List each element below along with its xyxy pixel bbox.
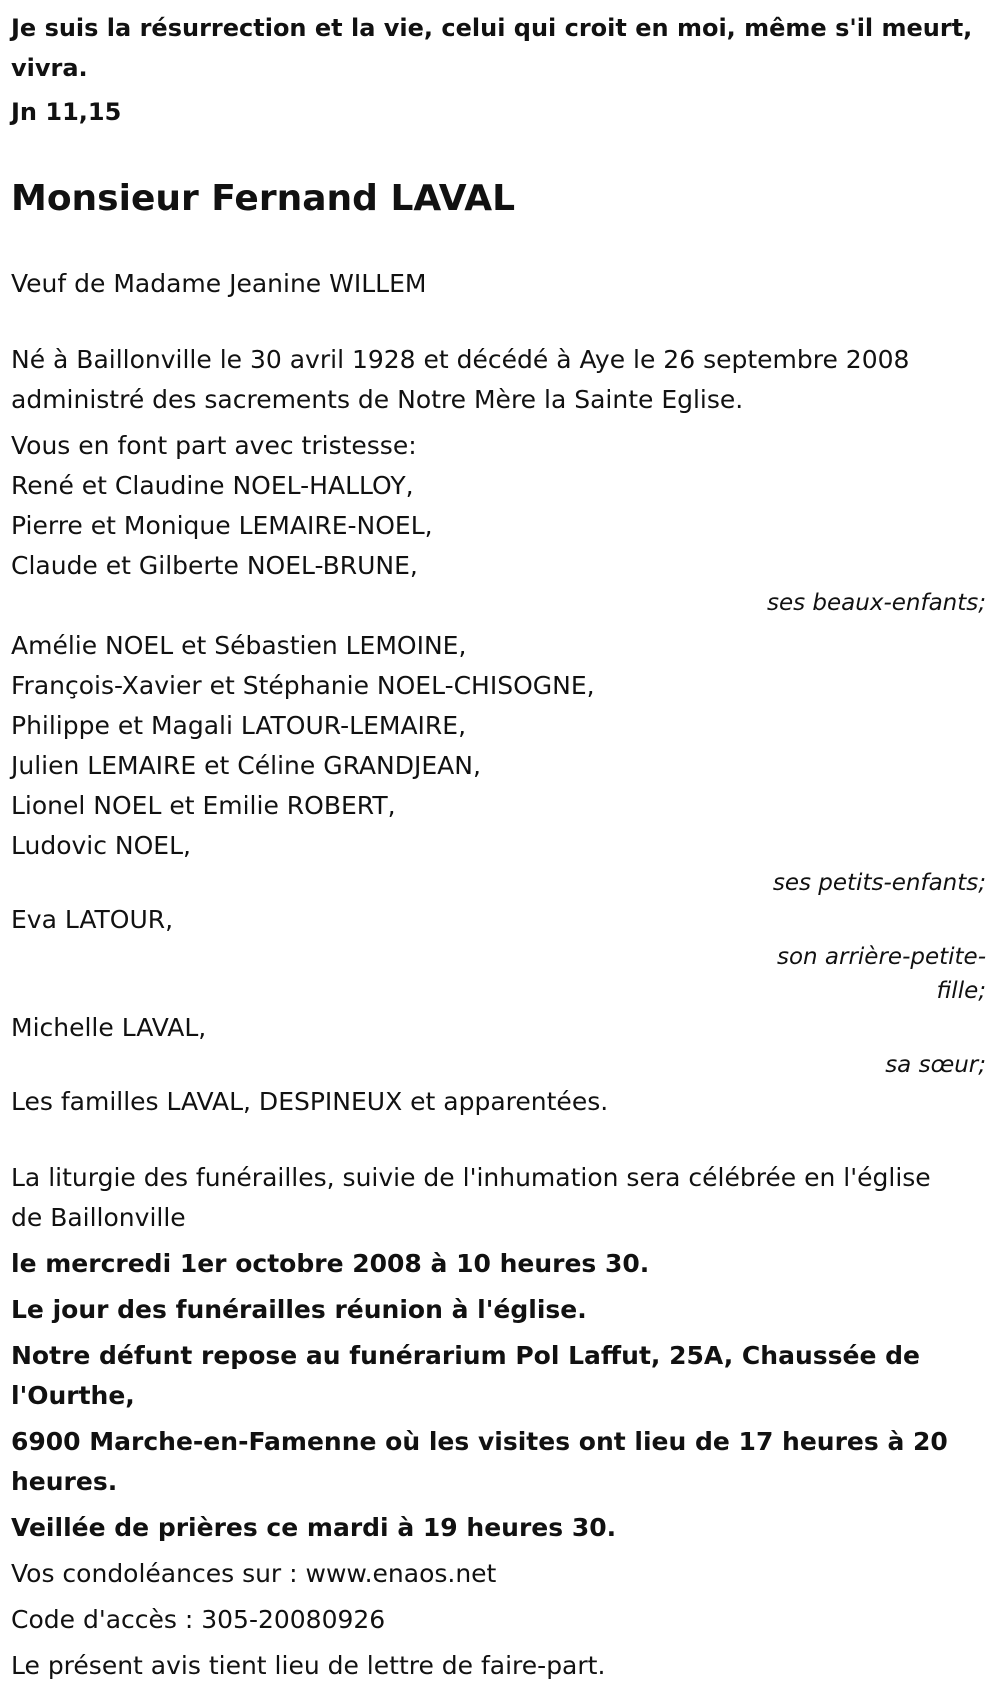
soeur-label: sa sœur; — [885, 1052, 986, 1078]
liturgy-line-1: La liturgie des funérailles, suivie de l'inhumation sera célébrée en l'église — [11, 1163, 931, 1192]
funeral-date: le mercredi 1er octobre 2008 à 10 heures 30. — [11, 1249, 650, 1278]
veillee-line: Veillée de prières ce mardi à 19 heures 30. — [11, 1513, 617, 1542]
funeral-details — [11, 1158, 982, 1548]
liturgy-line-2: de Baillonville — [11, 1203, 186, 1232]
arriere-petite-fille-label: son arrière-petite-fille; — [776, 944, 986, 1004]
familles-line: Les familles LAVAL, DESPINEUX et apparentées. — [11, 1087, 609, 1116]
petits-enfants-label: ses petits-enfants; — [772, 870, 986, 896]
arriere-petite-fille-name: Eva LATOUR, — [11, 905, 174, 934]
family-intro: Vous en font part avec tristesse: — [11, 431, 417, 460]
list-item: Julien LEMAIRE et Céline GRANDJEAN, — [11, 751, 481, 780]
access-code-line: Code d'accès : 305-20080926 — [11, 1605, 386, 1634]
verse-reference: Jn 11,15 — [11, 98, 122, 126]
list-item: Pierre et Monique LEMAIRE-NOEL, — [11, 511, 433, 540]
reunion-line: Le jour des funérailles réunion à l'église. — [11, 1295, 587, 1324]
repose-line-2: l'Ourthe, — [11, 1381, 135, 1410]
birth-death-line-2: administré des sacrements de Notre Mère la Sainte Eglise. — [11, 385, 744, 414]
list-item: Amélie NOEL et Sébastien LEMOINE, — [11, 631, 467, 660]
birth-death-line-1: Né à Baillonville le 30 avril 1928 et décédé à Aye le 26 septembre 2008 — [11, 345, 910, 374]
notice-line: Le présent avis tient lieu de lettre de faire-part. — [11, 1651, 606, 1680]
list-item: René et Claudine NOEL-HALLOY, — [11, 471, 414, 500]
bible-verse — [11, 8, 982, 132]
deceased-name: Monsieur Fernand LAVAL — [11, 178, 516, 219]
verse-text: Je suis la résurrection et la vie, celui qui croit en moi, même s'il meurt, vivra. — [11, 14, 973, 82]
visites-line-2: heures. — [11, 1467, 118, 1496]
repose-line-1: Notre défunt repose au funérarium Pol Laffut, 25A, Chaussée de — [11, 1341, 920, 1370]
widow-line: Veuf de Madame Jeanine WILLEM — [11, 269, 427, 298]
beaux-enfants-label: ses beaux-enfants; — [766, 590, 986, 616]
list-item: Philippe et Magali LATOUR-LEMAIRE, — [11, 711, 467, 740]
arriere-label-wrap — [11, 940, 986, 1008]
condoleances-line: Vos condoléances sur : www.enaos.net — [11, 1559, 497, 1588]
list-item: François-Xavier et Stéphanie NOEL-CHISOGNE, — [11, 671, 595, 700]
list-item: Ludovic NOEL, — [11, 831, 191, 860]
visites-line-1: 6900 Marche-en-Famenne où les visites ont lieu de 17 heures à 20 — [11, 1427, 948, 1456]
beaux-enfants-list — [11, 466, 982, 586]
soeur-name: Michelle LAVAL, — [11, 1013, 207, 1042]
list-item: Lionel NOEL et Emilie ROBERT, — [11, 791, 396, 820]
footer-info — [11, 1554, 982, 1686]
list-item: Claude et Gilberte NOEL-BRUNE, — [11, 551, 418, 580]
petits-enfants-list — [11, 626, 982, 866]
